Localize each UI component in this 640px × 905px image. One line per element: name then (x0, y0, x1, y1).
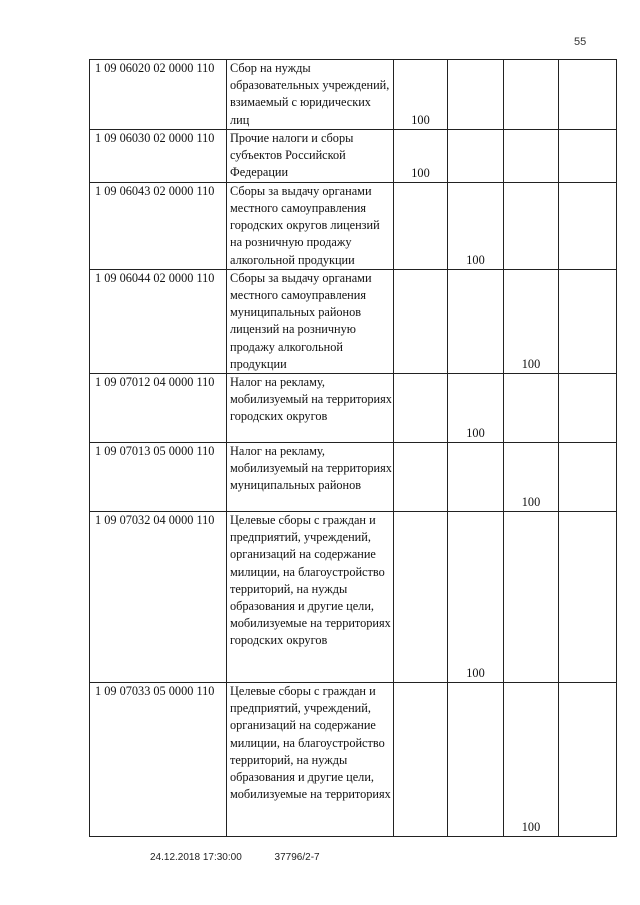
value-cell-1 (394, 374, 448, 443)
value-cell-1 (394, 269, 448, 373)
revenue-code: 1 09 06030 02 0000 110 (90, 129, 227, 182)
value-cell-3 (504, 512, 559, 683)
revenue-name: Сборы за выдачу органами местного самоуправления муниципальных районов лицензий на розничную продажу алкогольной продукции (227, 269, 394, 373)
value-cell-3: 100 (504, 683, 559, 837)
table-row (90, 60, 617, 130)
revenue-name: Целевые сборы с граждан и предприятий, учреждений, организаций на содержание милиции, на благоустройство территорий, на нужды образования и другие цели, мобилизуемые на территориях городских округов (227, 512, 394, 683)
value-cell-1: 100 (394, 129, 448, 182)
table-row (90, 443, 617, 512)
value-cell-2: 100 (448, 374, 504, 443)
value-cell-3: 100 (504, 269, 559, 373)
table-row (90, 182, 617, 269)
document-footer (150, 852, 350, 863)
revenue-distribution-table (89, 59, 617, 837)
revenue-code: 1 09 06043 02 0000 110 (90, 182, 227, 269)
value-cell-3 (504, 60, 559, 130)
value-cell-3 (504, 129, 559, 182)
revenue-name: Налог на рекламу, мобилизуемый на территориях муниципальных районов (227, 443, 394, 512)
revenue-code: 1 09 06020 02 0000 110 (90, 60, 227, 130)
table-row (90, 269, 617, 373)
table-row (90, 512, 617, 683)
value-cell-1: 100 (394, 60, 448, 130)
value-cell-2: 100 (448, 512, 504, 683)
value-cell-3: 100 (504, 443, 559, 512)
table-row (90, 683, 617, 837)
value-cell-4 (559, 374, 617, 443)
value-cell-1 (394, 182, 448, 269)
value-cell-2 (448, 129, 504, 182)
value-cell-3 (504, 182, 559, 269)
value-cell-2 (448, 60, 504, 130)
value-cell-4 (559, 683, 617, 837)
revenue-code: 1 09 07012 04 0000 110 (90, 374, 227, 443)
revenue-name: Сбор на нужды образовательных учреждений, взимаемый с юридических лиц (227, 60, 394, 130)
value-cell-4 (559, 129, 617, 182)
value-cell-1 (394, 512, 448, 683)
value-cell-4 (559, 269, 617, 373)
value-cell-3 (504, 374, 559, 443)
value-cell-4 (559, 182, 617, 269)
value-cell-4 (559, 443, 617, 512)
table-row (90, 129, 617, 182)
table-row (90, 374, 617, 443)
footer-document-id: 37796/2-7 (274, 852, 320, 863)
revenue-code: 1 09 07013 05 0000 110 (90, 443, 227, 512)
value-cell-2: 100 (448, 182, 504, 269)
value-cell-1 (394, 683, 448, 837)
revenue-code: 1 09 06044 02 0000 110 (90, 269, 227, 373)
footer-timestamp: 24.12.2018 17:30:00 (150, 852, 242, 863)
value-cell-2 (448, 683, 504, 837)
value-cell-2 (448, 269, 504, 373)
revenue-name: Прочие налоги и сборы субъектов Российской Федерации (227, 129, 394, 182)
revenue-name: Налог на рекламу, мобилизуемый на территориях городских округов (227, 374, 394, 443)
value-cell-4 (559, 512, 617, 683)
revenue-code: 1 09 07033 05 0000 110 (90, 683, 227, 837)
value-cell-4 (559, 60, 617, 130)
revenue-code: 1 09 07032 04 0000 110 (90, 512, 227, 683)
revenue-name: Сборы за выдачу органами местного самоуправления городских округов лицензий на розничную продажу алкогольной продукции (227, 182, 394, 269)
page-number: 55 (574, 36, 587, 48)
value-cell-2 (448, 443, 504, 512)
value-cell-1 (394, 443, 448, 512)
revenue-name: Целевые сборы с граждан и предприятий, учреждений, организаций на содержание милиции, на благоустройство территорий, на нужды образования и другие цели, мобилизуемые на территориях (227, 683, 394, 837)
